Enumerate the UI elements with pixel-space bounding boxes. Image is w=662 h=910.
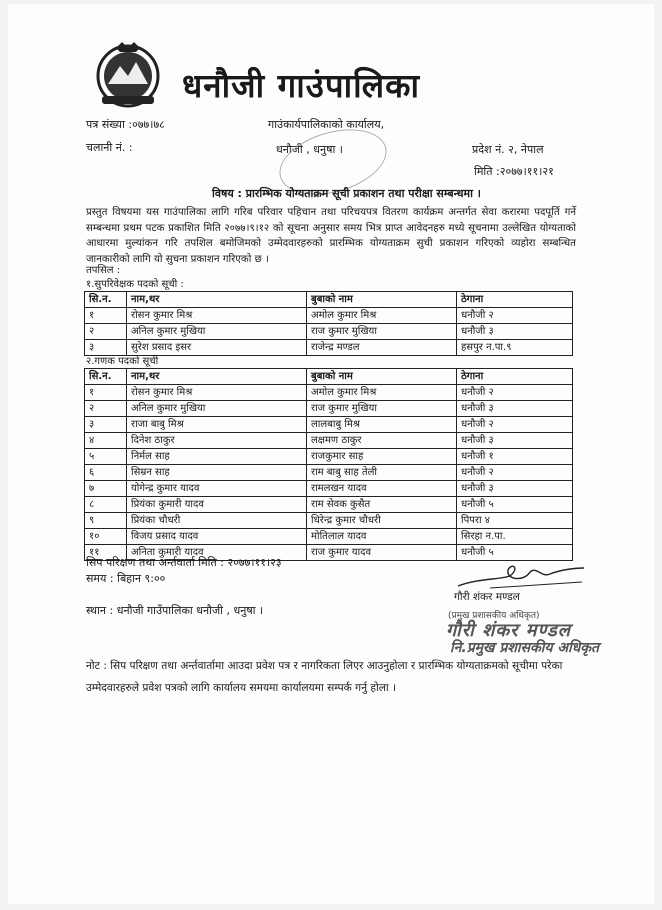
table-row [85, 417, 573, 433]
table-row [85, 529, 573, 545]
cell-father-name: लालबाबु मिश्र [307, 417, 457, 433]
cell-name: अनिता कुमारी यादव [127, 545, 307, 561]
cell-father-name: धिरेन्द्र कुमार चौधरी [307, 513, 457, 529]
cell-serial: ३ [85, 340, 127, 356]
col-name: नाम,थर [127, 369, 307, 385]
cell-address: धनौजी ३ [457, 481, 573, 497]
province: प्रदेश नं. २, नेपाल [472, 143, 544, 156]
cell-serial: ६ [85, 465, 127, 481]
municipality-title: धनौजी गाउंपालिका [182, 66, 420, 105]
notice-body: प्रस्तुत विषयमा यस गाउंपालिका लागि गरिब परिवार पहिचान तथा परिचयपत्र वितरण कार्यक्रम अन्तर्गत सेवा करारमा पदपूर्ति गर्ने सम्बन्धमा प्रथम पटक प्रकाशित मिति २०७७।९।१२ को सूचना अनुसार समय भित्र प्राप्त आवेदनहरु मध्ये सूचनामा उल्लेखित योग्यताको आधारमा मुल्यांकन गरि तपशिल बमोजिमको उम्मेदवारहरुको प्रारम्भिक योग्यताक्रम सुची प्रकाशन गरिएको व्यहोरा सम्बन्धित जानकारीको लागि यो सुचना प्रकाशन गरिएको छ । [86, 207, 576, 265]
table-row [85, 513, 573, 529]
col-father-name: बुबाको नाम [307, 292, 457, 308]
table-header-row [85, 292, 573, 308]
cell-address: धनौजी ५ [457, 545, 573, 561]
cell-address: धनौजी ३ [457, 433, 573, 449]
col-serial: सि.न. [85, 292, 127, 308]
cell-address: धनौजी २ [457, 385, 573, 401]
cell-address: धनौजी १ [457, 449, 573, 465]
cell-father-name: राज कुमार मुखिया [307, 401, 457, 417]
cell-father-name: राम सेवक कुसैत [307, 497, 457, 513]
cell-name: निर्मल साह [127, 449, 307, 465]
cell-address: हसपुर न.पा.९ [457, 340, 573, 356]
signature [450, 558, 590, 594]
table1-caption: १.सुपरिवेक्षक पदको सूची : [86, 279, 184, 290]
cell-father-name: मोतिलाल यादव [307, 529, 457, 545]
cell-name: रोसन कुमार मिश्र [127, 385, 307, 401]
cell-father-name: लक्षमण ठाकुर [307, 433, 457, 449]
cell-name: सुरेश प्रसाद इसर [127, 340, 307, 356]
table-row [85, 449, 573, 465]
office-name: गाउंकार्यपालिकाको कार्यालय, [268, 118, 385, 131]
cell-serial: ११ [85, 545, 127, 561]
cell-father-name: अमोल कुमार मिश्र [307, 385, 457, 401]
tapsil-label: तपसिल : [86, 265, 121, 276]
cell-address: धनौजी ३ [457, 324, 573, 340]
col-address: ठेगाना [457, 369, 573, 385]
signatory-title: (प्रमुख प्रशासकीय अधिकृत) [448, 611, 540, 621]
col-serial: सि.न. [85, 369, 127, 385]
table-header-row [85, 369, 573, 385]
table-row [85, 308, 573, 324]
note-paragraph: नोट : सिप परिक्षण तथा अर्न्तवार्तामा आउदा प्रवेश पत्र र नागरिकता लिएर आउनुहोला र प्रारम्भिक योग्यताक्रमको सूचीमा परेका उम्मेदवारहरुले प्रवेश पत्रको लागि कार्यालय समयमा कार्यालयमा सम्पर्क गर्नु होला । [86, 660, 563, 694]
cell-serial: २ [85, 401, 127, 417]
exam-place: स्थान : धनौजी गाउँपालिका धनौजी , धनुषा । [86, 604, 264, 617]
enumerator-list-table [84, 368, 573, 561]
cell-serial: ४ [85, 433, 127, 449]
exam-date: सिप परिक्षण तथा अर्न्तवार्ता मिति : २०७७।११।२३ [86, 556, 282, 569]
cell-name: विजय प्रसाद यादव [127, 529, 307, 545]
cell-address: धनौजी ५ [457, 497, 573, 513]
cell-serial: ७ [85, 481, 127, 497]
table-row [85, 481, 573, 497]
letter-date: मिति :२०७७।११।२१ [474, 165, 554, 178]
table-row [85, 465, 573, 481]
reference-number: पत्र संख्या :०७७।७८ [86, 118, 165, 131]
cell-address: धनौजी २ [457, 417, 573, 433]
cell-address: पिपरा ४ [457, 513, 573, 529]
table-row [85, 497, 573, 513]
cell-name: अनिल कुमार मुखिया [127, 324, 307, 340]
table-row [85, 401, 573, 417]
subject-line: विषय : प्रारम्भिक योग्यताक्रम सूची प्रकाशन तथा परीक्षा सम्बन्धमा । [212, 187, 481, 200]
table-row [85, 324, 573, 340]
cell-father-name: राज कुमार यादव [307, 545, 457, 561]
cell-name: रोसन कुमार मिश्र [127, 308, 307, 324]
cell-name: अनिल कुमार मुखिया [127, 401, 307, 417]
cell-serial: १ [85, 308, 127, 324]
table-row [85, 433, 573, 449]
cell-serial: २ [85, 324, 127, 340]
cell-address: धनौजी ३ [457, 401, 573, 417]
cell-name: दिनेश ठाकुर [127, 433, 307, 449]
cell-serial: ५ [85, 449, 127, 465]
dispatch-number: चलानी नं. : [86, 141, 133, 154]
cell-serial: १० [85, 529, 127, 545]
table2-caption: २.गणक पदको सूची [86, 356, 159, 367]
cell-serial: ९ [85, 513, 127, 529]
cell-father-name: राजकुमार साह [307, 449, 457, 465]
cell-address: सिरहा न.पा. [457, 529, 573, 545]
cell-name: राजा बाबु मिश्र [127, 417, 307, 433]
cell-father-name: राजेन्द्र मण्डल [307, 340, 457, 356]
cell-address: धनौजी २ [457, 308, 573, 324]
signatory-name: गौरी शंकर मण्डल [454, 591, 520, 603]
cell-name: प्रियंका चौधरी [127, 513, 307, 529]
supervisor-list-table [84, 291, 573, 356]
cell-father-name: अमोल कुमार मिश्र [307, 308, 457, 324]
cell-father-name: राम बाबु साह तेली [307, 465, 457, 481]
col-address: ठेगाना [457, 292, 573, 308]
table-row [85, 385, 573, 401]
cell-address: धनौजी २ [457, 465, 573, 481]
exam-time: समय : बिहान ९:०० [86, 572, 166, 585]
col-name: नाम,थर [127, 292, 307, 308]
office-place: धनौजी , धनुषा । [276, 143, 343, 156]
cell-serial: ३ [85, 417, 127, 433]
cell-father-name: राज कुमार मुखिया [307, 324, 457, 340]
municipality-emblem [92, 38, 164, 110]
name-stamp: गौरी शंकर मण्डल [446, 620, 571, 641]
cell-serial: ८ [85, 497, 127, 513]
cell-serial: १ [85, 385, 127, 401]
cell-name: योगेन्द्र कुमार यादव [127, 481, 307, 497]
cell-father-name: रामलखन यादव [307, 481, 457, 497]
col-father-name: बुबाको नाम [307, 369, 457, 385]
cell-name: प्रियंका कुमारी यादव [127, 497, 307, 513]
cell-name: सिम्रन साह [127, 465, 307, 481]
designation-stamp: नि.प्रमुख प्रशासकीय अधिकृत [450, 640, 599, 656]
